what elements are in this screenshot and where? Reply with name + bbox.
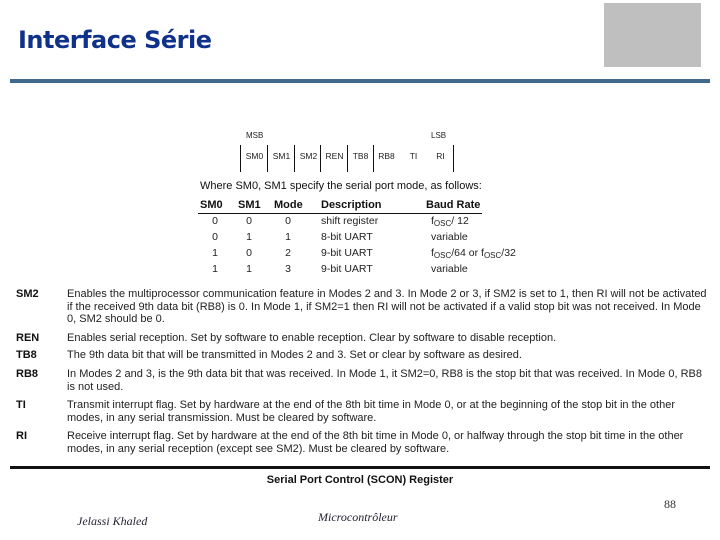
cell-description: 9-bit UART [321,263,373,275]
caption-rule [10,466,710,469]
bit-ri: RI [436,151,445,161]
figure-caption: Serial Port Control (SCON) Register [266,474,454,486]
cell-baud-rate [431,263,468,276]
bit-text-tb8: The 9th data bit that will be transmitted in Modes 2 and 3. Set or clear by software as desired. [67,349,522,361]
bit-name-ti: TI [16,399,26,411]
lsb-label: LSB [431,131,447,140]
cell-mode: 1 [285,231,291,243]
cell-sm1: 0 [246,215,252,227]
bit-text-ti: Transmit interrupt flag. Set by hardware at the end of the 8th bit time in Mode 0, or at the beginning of the stop bit in the other modes, in any serial transmission. Must be cleared by software. [67,399,676,424]
baud-text: variable [431,263,468,275]
page-number: 88 [664,497,676,511]
mode-intro: Where SM0, SM1 specify the serial port mode, as follows: [200,180,482,192]
bit-text-rb8: In Modes 2 and 3, is the 9th data bit that was received. In Mode 1, it SM2=0, RB8 is the stop bit that was received. In Mode 0, RB8 is not used. [67,368,702,393]
bit-sm0: SM0 [245,151,264,161]
cell-mode: 0 [285,215,291,227]
cell-sm0: 1 [212,263,218,275]
title-divider [10,79,710,83]
baud-text: / 12 [451,215,469,227]
header-baud-rate: Baud Rate [426,199,481,211]
bit-name-rb8: RB8 [16,368,39,380]
footer-author: Jelassi Khaled [77,514,148,528]
bit-ren: REN [325,151,344,161]
bit-ti: TI [409,151,418,161]
logo-placeholder [604,3,701,67]
bit-text-sm2: Enables the multiprocessor communication feature in Modes 2 and 3. In Mode 2 or 3, if SM2 is set to 1, then RI will not be activated if the received 9th data bit (RB8) is 0. In Mode 1, if SM2=1 then RI will not be activated if a valid stop bit was not received. In Mode 0, SM2 should be 0. [67,288,707,325]
cell-description: shift register [321,215,379,227]
msb-label: MSB [246,131,264,140]
bit-name-ri: RI [16,430,27,442]
cell-mode: 2 [285,247,291,259]
cell-sm0: 0 [212,215,218,227]
bit-name-tb8: TB8 [16,349,37,361]
cell-baud-rate [431,247,516,260]
bit-text-ren: Enables serial reception. Set by software to enable reception. Clear by software to disable reception. [67,332,557,344]
header-mode: Mode [274,199,303,211]
bit-name-ren: REN [16,332,40,344]
baud-text: f [431,247,434,259]
bit-sm2: SM2 [299,151,318,161]
baud-subscript: OSC [483,251,502,260]
slide-title: Interface Série [18,26,212,54]
cell-sm1: 1 [246,263,252,275]
cell-sm0: 0 [212,231,218,243]
bit-sm1: SM1 [272,151,291,161]
header-description: Description [321,199,382,211]
baud-subscript: OSC [433,251,452,260]
baud-text: variable [431,231,468,243]
cell-baud-rate [431,215,469,228]
cell-sm1: 1 [246,231,252,243]
cell-mode: 3 [285,263,291,275]
header-rule [198,213,482,214]
baud-subscript: OSC [433,219,452,228]
cell-baud-rate [431,231,468,244]
bit-text-ri: Receive interrupt flag. Set by hardware at the end of the 8th bit time in Mode 0, or halfway through the stop bit time in the other modes, in any serial reception (except see SM2). Must be cleared by software. [67,430,684,455]
cell-sm0: 1 [212,247,218,259]
footer-course: Microcontrôleur [318,510,398,524]
cell-description: 9-bit UART [321,247,373,259]
baud-text: /64 or f [451,247,484,259]
header-sm1: SM1 [238,199,261,211]
bit-name-sm2: SM2 [16,288,39,300]
baud-text: f [431,215,434,227]
bit-rb8: RB8 [378,151,395,161]
cell-description: 8-bit UART [321,231,373,243]
bit-tb8: TB8 [352,151,369,161]
cell-sm1: 0 [246,247,252,259]
header-sm0: SM0 [200,199,223,211]
baud-text: /32 [501,247,516,259]
